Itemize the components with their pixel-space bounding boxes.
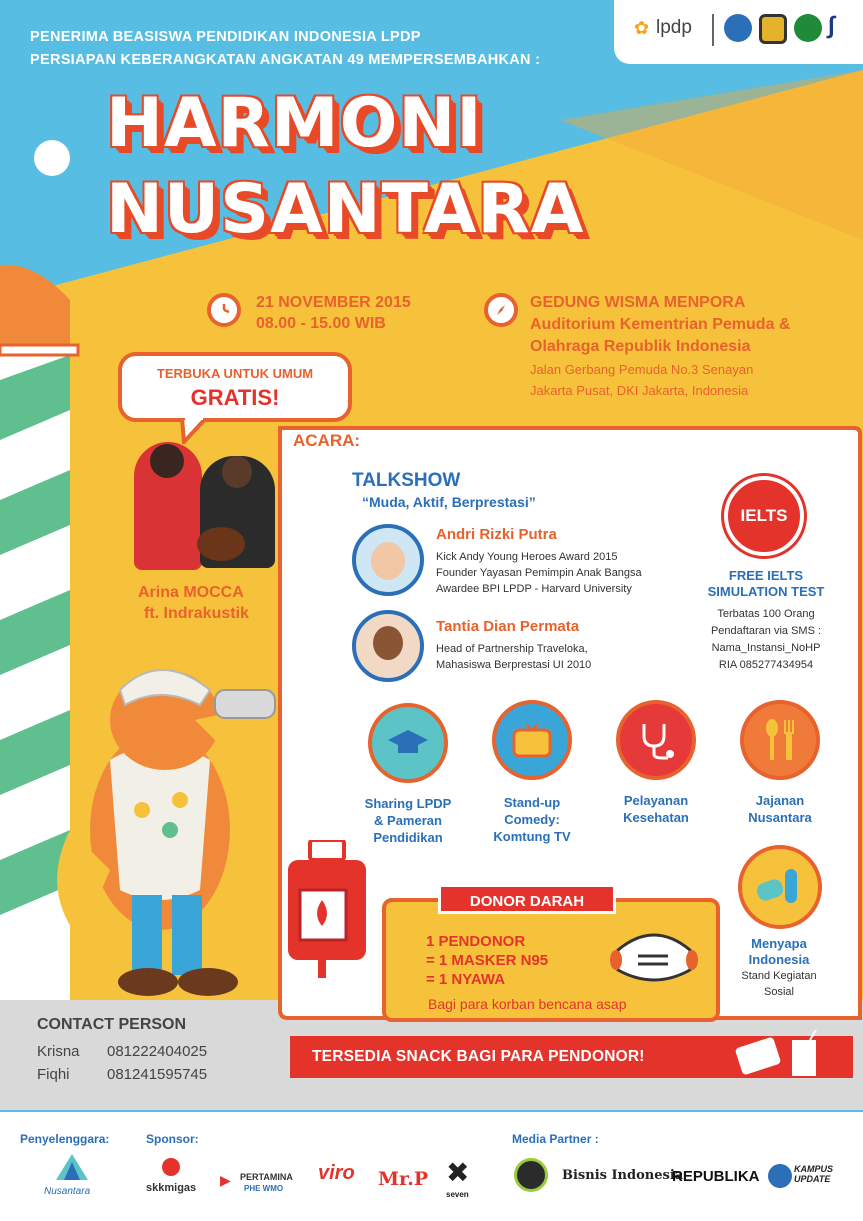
sponsor-viro: viro <box>318 1162 355 1184</box>
sponsor-seven: seven <box>446 1190 469 1199</box>
talkshow-theme: “Muda, Aktif, Berprestasi” <box>362 494 536 510</box>
organizer-label: Penyelenggara: <box>20 1132 110 1146</box>
activity-4-line-1: Jajanan <box>755 793 805 808</box>
lpdp-logo: lpdp <box>656 17 692 38</box>
speaker-2-desc-2: Mahasiswa Berprestasi UI 2010 <box>436 659 592 671</box>
donor-subtext: Bagi para korban bencana asap <box>428 996 627 1012</box>
media-circle-logo-icon <box>514 1158 548 1192</box>
speaker-2-name: Tantia Dian Permata <box>436 618 580 635</box>
speaker-2-desc-1: Head of Partnership Traveloka, <box>436 643 588 655</box>
venue-hall-2: Olahraga Republik Indonesia <box>530 338 751 355</box>
kampus-update-icon <box>768 1164 792 1188</box>
sponsor-phe: PHE WMO <box>244 1184 284 1193</box>
ministry-finance-icon <box>759 14 787 44</box>
activity-2-line-1: Stand-up <box>503 795 561 810</box>
media-partner-label: Media Partner : <box>512 1132 599 1146</box>
activity-1-line-1: Sharing LPDP <box>364 796 452 811</box>
mask-icon <box>608 920 700 992</box>
menyapa-line-4: Sosial <box>764 986 794 998</box>
seven-icon: ✖ <box>446 1157 470 1188</box>
free-entry-bubble <box>118 352 352 422</box>
donor-line-2: = 1 MASKER N95 <box>426 952 549 969</box>
speaker-photo-1 <box>352 524 424 596</box>
title-line-2: NUSANTARA <box>106 170 585 249</box>
donor-line-3: = 1 NYAWA <box>426 971 506 988</box>
speaker-photo-2 <box>352 610 424 682</box>
activity-4-line-2: Nusantara <box>748 810 812 825</box>
activity-1-line-3: Pendidikan <box>373 830 443 845</box>
sponsor-label: Sponsor: <box>146 1132 199 1146</box>
event-date: 21 NOVEMBER 2015 <box>256 294 411 311</box>
ristek-icon: ∫ <box>828 12 835 39</box>
speaker-1-desc-1: Kick Andy Young Heroes Award 2015 <box>436 551 618 563</box>
header-line-2: PERSIAPAN KEBERANGKATAN ANGKATAN 49 MEMPERSEMBAHKAN : <box>30 52 541 68</box>
contact-title: CONTACT PERSON <box>37 1016 187 1033</box>
bubble-open-text: TERBUKA UNTUK UMUM <box>156 366 314 381</box>
ielts-badge: IELTS <box>724 476 804 556</box>
ministry-religion-icon <box>794 14 822 42</box>
speaker-1-desc-2: Founder Yayasan Pemimpin Anak Bangsa <box>436 567 642 579</box>
contact-1-name: Krisna <box>37 1043 80 1060</box>
title-line-1: HARMONI <box>106 84 483 163</box>
donor-line-1: 1 PENDONOR <box>426 933 526 950</box>
media-bisnis-indonesia: Bisnis Indonesia <box>562 1168 684 1183</box>
event-time: 08.00 - 15.00 WIB <box>256 315 386 332</box>
speaker-1-name: Andri Rizki Putra <box>436 526 557 543</box>
bubble-free-text: GRATIS! <box>190 385 280 410</box>
media-kampus-update: KAMPUS UPDATE <box>794 1164 834 1184</box>
venue-address-1: Jalan Gerbang Pemuda No.3 Senayan <box>530 362 754 377</box>
ielts-register: Pendaftaran via SMS : <box>710 625 822 637</box>
ielts-title-2: SIMULATION TEST <box>707 584 825 599</box>
activity-2-line-2: Comedy: <box>504 812 560 827</box>
stethoscope-icon <box>616 700 696 780</box>
contact-2-phone: 081241595745 <box>107 1066 208 1083</box>
contact-2-name: Fiqhi <box>37 1066 70 1083</box>
venue-name: GEDUNG WISMA MENPORA <box>530 294 746 311</box>
menyapa-line-1: Menyapa <box>751 936 807 951</box>
sponsor-skkmigas: skkmigas <box>146 1182 197 1194</box>
compass-icon <box>484 293 518 327</box>
hands-icon <box>738 845 822 929</box>
menyapa-line-3: Stand Kegiatan <box>741 970 817 982</box>
spoon-fork-icon <box>740 700 820 780</box>
ielts-limit: Terbatas 100 Orang <box>717 608 815 620</box>
lpdp-flower-icon: ✿ <box>634 18 650 38</box>
snack-banner: TERSEDIA SNACK BAGI PARA PENDONOR! <box>290 1036 853 1078</box>
acara-label: ACARA: <box>293 431 361 450</box>
ministry-education-icon <box>724 14 752 42</box>
sponsor-mrp: Mr.P <box>378 1168 429 1190</box>
activity-3-line-1: Pelayanan <box>623 793 689 808</box>
snack-icon <box>732 1030 842 1080</box>
ielts-title-1: FREE IELTS <box>728 568 804 583</box>
sponsor-pertamina: PERTAMINA <box>240 1172 293 1182</box>
organizer-logo: Nusantara <box>44 1186 91 1197</box>
speaker-1-desc-3: Awardee BPI LPDP - Harvard University <box>436 583 632 595</box>
pertamina-icon: ▶ <box>220 1172 231 1188</box>
music-performer: Arina MOCCA <box>138 584 244 601</box>
venue-hall-1: Auditorium Kementrian Pemuda & <box>530 316 791 333</box>
ielts-format: Nama_Instansi_NoHP <box>711 642 821 654</box>
organizer-logo-icon <box>52 1152 92 1184</box>
music-featuring: ft. Indrakustik <box>144 605 249 622</box>
guitar-icon <box>197 527 245 561</box>
activity-3-line-2: Kesehatan <box>623 810 689 825</box>
menyapa-line-2: Indonesia <box>748 952 810 967</box>
ielts-phone: RIA 085277434954 <box>718 659 814 671</box>
activity-1-line-2: & Pameran <box>374 813 442 828</box>
header-line-1: PENERIMA BEASISWA PENDIDIKAN INDONESIA LPDP <box>30 29 421 45</box>
skkmigas-icon <box>162 1158 180 1176</box>
talkshow-title: TALKSHOW <box>352 470 461 491</box>
graduation-cap-icon <box>368 703 448 783</box>
clock-icon <box>207 293 241 327</box>
media-republika: REPUBLIKA <box>672 1168 760 1185</box>
partner-logos-top <box>614 0 863 64</box>
venue-address-2: Jakarta Pusat, DKI Jakarta, Indonesia <box>530 383 749 398</box>
footer <box>0 1112 863 1221</box>
donor-header: DONOR DARAH <box>438 884 616 914</box>
activity-2-line-3: Komtung TV <box>493 829 571 844</box>
contact-1-phone: 081222404025 <box>107 1043 208 1060</box>
tv-icon <box>492 700 572 780</box>
garuda-mascot <box>50 650 300 1020</box>
